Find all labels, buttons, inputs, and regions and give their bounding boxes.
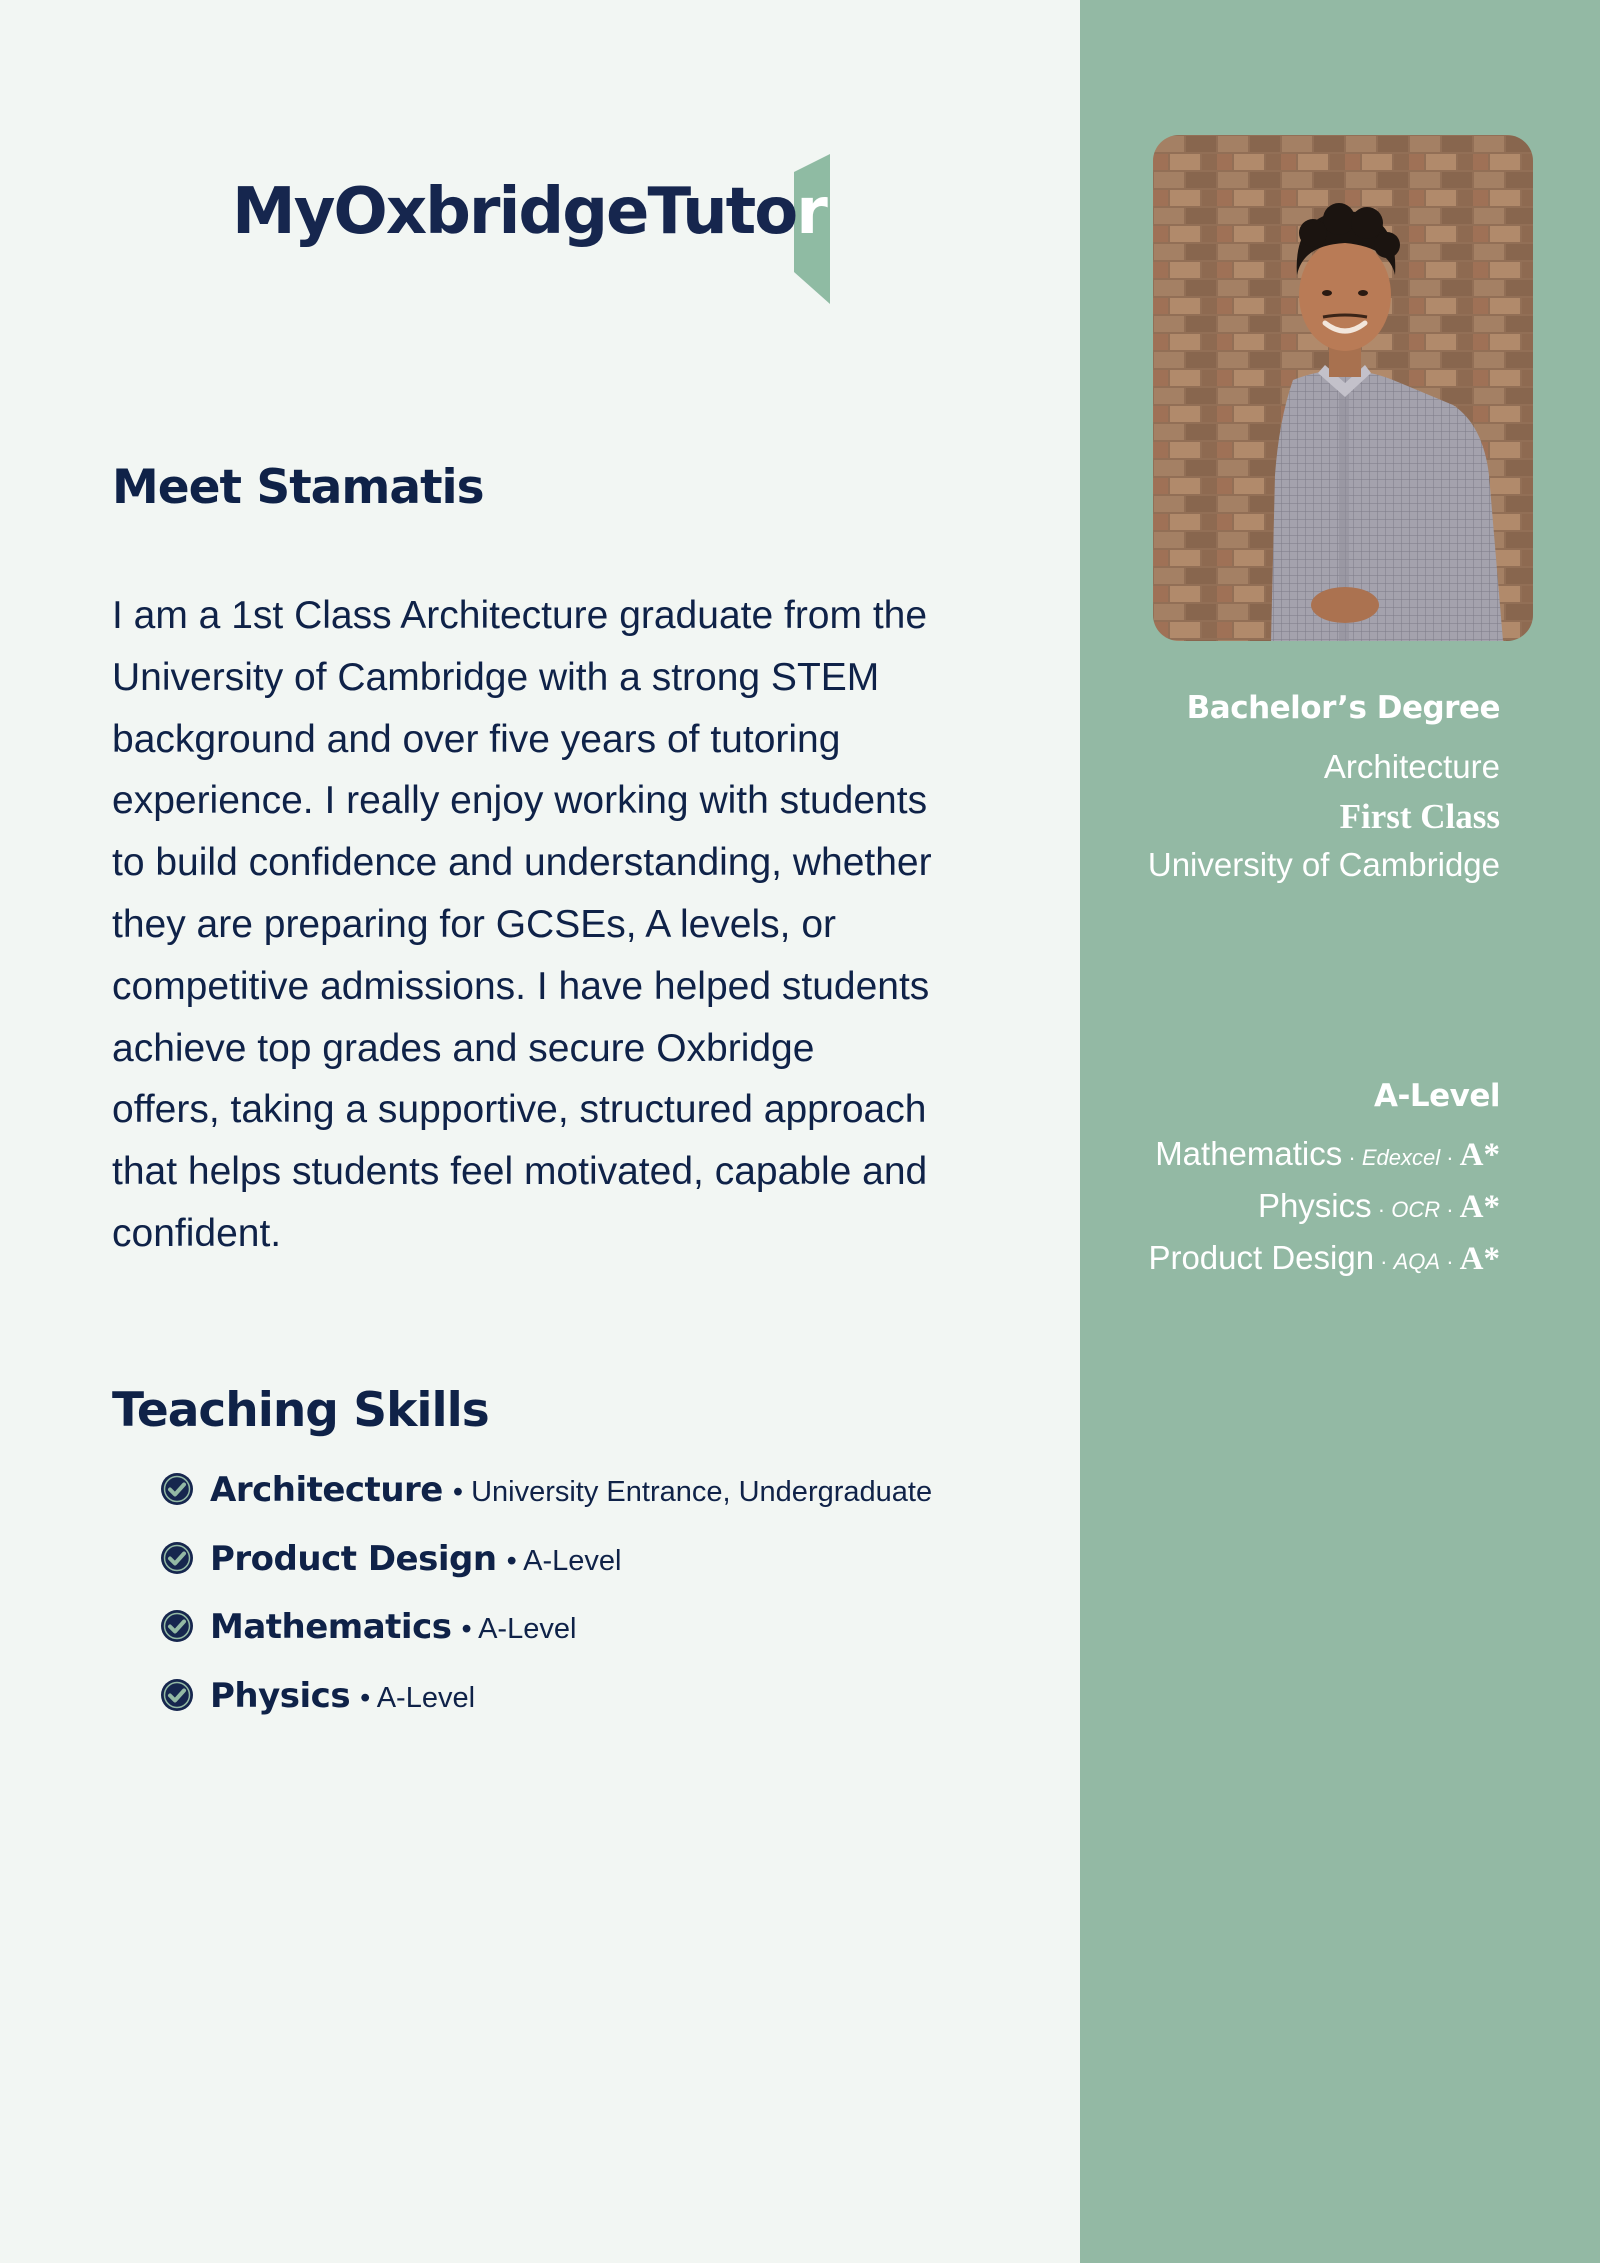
skill-item [160, 1537, 932, 1606]
logo-text-last: r [796, 175, 826, 249]
alevel-grade: A* [1459, 1241, 1500, 1277]
alevel-separator: · [1440, 1145, 1460, 1170]
alevel-separator: · [1374, 1249, 1394, 1274]
skill-name: Physics [210, 1675, 351, 1716]
alevel-board: OCR [1391, 1197, 1441, 1222]
skill-item [160, 1468, 932, 1537]
alevel-separator: · [1371, 1197, 1392, 1222]
alevel-grade: A* [1459, 1189, 1500, 1225]
profile-heading: Meet Stamatis [112, 460, 484, 515]
logo-wordmark [232, 175, 826, 249]
alevel-grade: A* [1459, 1137, 1500, 1173]
skills-heading: Teaching Skills [112, 1383, 489, 1438]
alevel-separator: · [1440, 1249, 1460, 1274]
skill-name: Mathematics [210, 1607, 452, 1647]
check-circle-icon [160, 1609, 194, 1643]
skill-levels: • A-Level [461, 1613, 577, 1645]
check-circle-icon [160, 1472, 194, 1506]
skills-list [160, 1468, 932, 1742]
logo-text-main: MyOxbridgeTuto [232, 175, 797, 249]
skill-levels: • A-Level [506, 1544, 622, 1577]
check-circle-icon [160, 1678, 194, 1712]
degree-title: Bachelor’s Degree [1186, 690, 1500, 726]
skill-levels: • University Entrance, Undergraduate [452, 1476, 933, 1508]
alevel-separator: · [1342, 1145, 1362, 1170]
alevel-subject: Physics [1257, 1187, 1372, 1224]
skill-item [160, 1605, 932, 1674]
skill-item [160, 1674, 932, 1743]
alevel-row [1155, 1135, 1500, 1174]
skill-name: Architecture [210, 1470, 443, 1510]
profile-bio: I am a 1st Class Architecture graduate from the University of Cambridge with a strong STEM background and over five years of tutoring experience. I really enjoy working with students to build confidence and understanding, whether they are preparing for GCSEs, A levels, or competitive admissions. I have helped students achieve top grades and secure Oxbridge offers, taking a supportive, structured approach that helps students feel motivated, capable and confident. [112, 594, 932, 1255]
alevel-subject: Product Design [1148, 1239, 1375, 1276]
tutor-photo [1153, 135, 1533, 641]
skill-levels: • A-Level [360, 1681, 476, 1714]
alevel-row [1258, 1187, 1500, 1226]
degree-subject: Architecture [1323, 748, 1500, 785]
company-logo [232, 150, 842, 310]
alevel-separator: · [1440, 1197, 1460, 1222]
alevel-subject: Mathematics [1155, 1135, 1343, 1172]
alevel-title: A-Level [1374, 1078, 1500, 1114]
check-circle-icon [160, 1541, 194, 1575]
alevel-row [1148, 1239, 1500, 1278]
degree-classification: First Class [1339, 797, 1500, 836]
degree-university: University of Cambridge [1147, 846, 1500, 883]
alevel-board: Edexcel [1361, 1145, 1441, 1170]
skill-name: Product Design [210, 1538, 497, 1579]
alevel-board: AQA [1393, 1249, 1441, 1274]
